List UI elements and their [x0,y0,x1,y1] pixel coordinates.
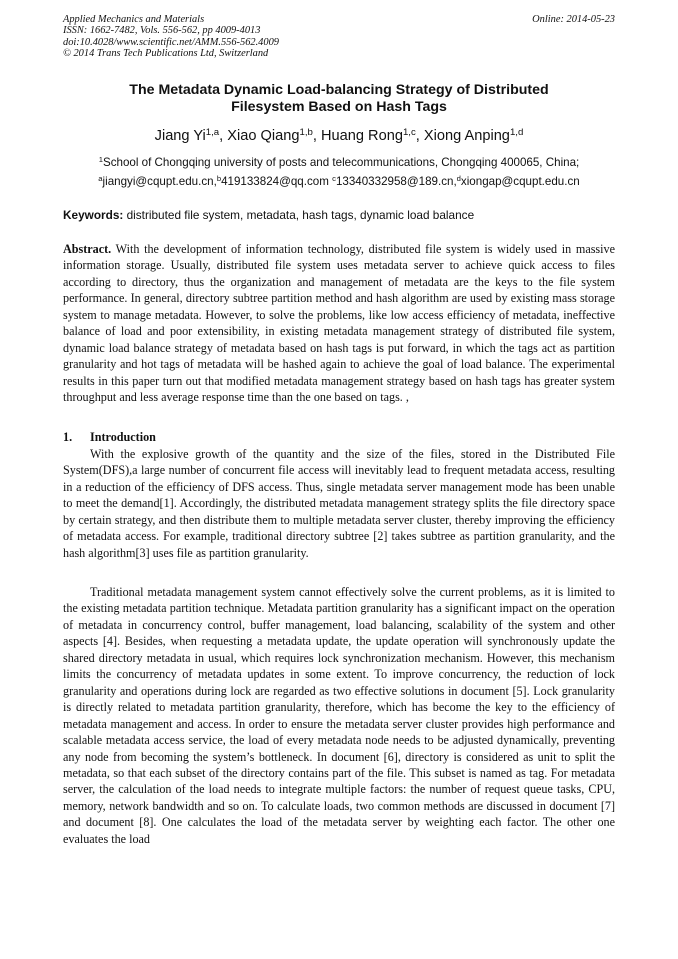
section-number: 1. [63,430,73,444]
email-superscript: d [456,173,461,183]
abstract [63,241,615,406]
author-superscript: 1,c [402,126,416,138]
email-superscript: a [98,173,103,183]
email-address: 419133824@qq.com [221,175,333,188]
author-superscript: 1,a [205,126,220,138]
abstract-label: Abstract. [63,242,112,256]
affiliation-superscript: 1 [98,154,103,164]
author-list [63,127,615,147]
author-emails [63,174,615,191]
affiliation [63,155,615,172]
body-paragraph: With the explosive growth of the quantity and the size of the files, stored in the Distributed File System(DFS),a large number of concurrent file access will inevitably lead to frequent metadata access, resulting in a reduction of the efficiency of DFS access. Thus, single metadata server management mode has been unable to meet the demand[1]. Accordingly, the distributed metadata management strategy splits the file directory space by certain strategy, and then distribute them to multiple metadata server cluster, thereby improving the efficiency of metadata access. For example, traditional directory subtree [2] takes subtree as partition granularity, and the hash algorithm[3] uses file as partition granularity. [63,447,615,560]
title-line-1: The Metadata Dynamic Load-balancing Strategy of Distributed [129,82,549,98]
author-name: , Xiong Anping [415,128,510,144]
doi-line: doi:10.4028/www.scientific.net/AMM.556-562.4009 [63,36,279,48]
author-superscript: 1,d [509,126,524,138]
affiliation-text: School of Chongqing university of posts and telecommunications, Chongqing 400065, China; [102,156,580,169]
journal-header [63,14,615,60]
issn-line: ISSN: 1662-7482, Vols. 556-562, pp 4009-4013 [63,25,261,37]
author-name: Jiang Yi [154,128,206,144]
section-heading [63,429,615,445]
author-name: , Xiao Qiang [219,128,300,144]
author-superscript: 1,b [299,126,313,138]
section-title: Introduction [90,430,156,444]
body-paragraph: Traditional metadata management system cannot effectively solve the current problems, as it is limited to the existing metadata partition technique. Metadata partition granularity has a significant impact on the operation of metadata in concurrency control, buffer management, load balancing, scalability of the system and other aspects [4]. Besides, when requesting a metadata update, the update operation will synchronously update the shared directory metadata in usual, which requires lock synchronization mechanism. However, this mechanism limits the concurrency of metadata updates in some extent. To improve concurrency, the reduction of lock granularity and operations during lock are regarded as two effective solutions in document [5]. Lock granularity is directly related to metadata partition granularity, therefore, which has become the key to the efficiency of metadata management and access. In order to ensure the metadata server cluster provides high performance and scalable metadata access service, the load of every metadata node needs to be adjusted dynamically, preventing any node from becoming the system’s bottleneck. In document [6], directory is considered as unit to split the metadata, so that each subset of the directory contains part of the file. This subset is named as tag. For metadata server, the calculation of the load needs to integrate multiple factors: the number of request queue tasks, CPU, memory, network bandwidth and so on. To calculate loads, two common methods are discussed in document [7] and document [8]. One calculates the load of the metadata server by weighting each factor. The other one evaluates the load [63,585,615,846]
email-superscript: b [216,173,222,183]
keywords-text: distributed file system, metadata, hash tags, dynamic load balance [123,208,475,222]
email-address: jiangyi@cqupt.edu.cn, [102,175,217,188]
paper-title [63,82,615,116]
email-address: 13340332958@189.cn, [335,175,457,188]
email-superscript: c [332,173,336,183]
abstract-text: With the development of information technology, distributed file system is widely used in massive information storage. Usually, distributed file system uses metadata server to achieve quick access to files according to directory, thus the organization and management of metadata are the keys to the file system performance. In general, directory subtree partition method and hash algorithm are used by existing mass storage system to manage metadata. However, to solve the problems, like low access efficiency of metadata, ineffective balance of load and poor extensibility, in existing metadata management strategy of distributed file system, dynamic load balance strategy of metadata based on hash tags is put forward, in which the tags act as partition granularity and hot tags of metadata will be hashed again to achieve the goal of load balance. The experimental results in this paper turn out that modified metadata management strategy based on hash tags has greater system throughput and less average response time than the one based on tags. , [63,242,615,405]
online-date: Online: 2014-05-23 [532,14,615,25]
keywords-label: Keywords: [63,208,124,222]
email-address: xiongap@cqupt.edu.cn [460,175,580,188]
copyright-line: © 2014 Trans Tech Publications Ltd, Switzerland [63,48,269,60]
keywords [63,208,615,222]
title-line-2: Filesystem Based on Hash Tags [231,99,447,115]
journal-name: Applied Mechanics and Materials [63,14,205,25]
author-name: , Huang Rong [312,128,403,144]
